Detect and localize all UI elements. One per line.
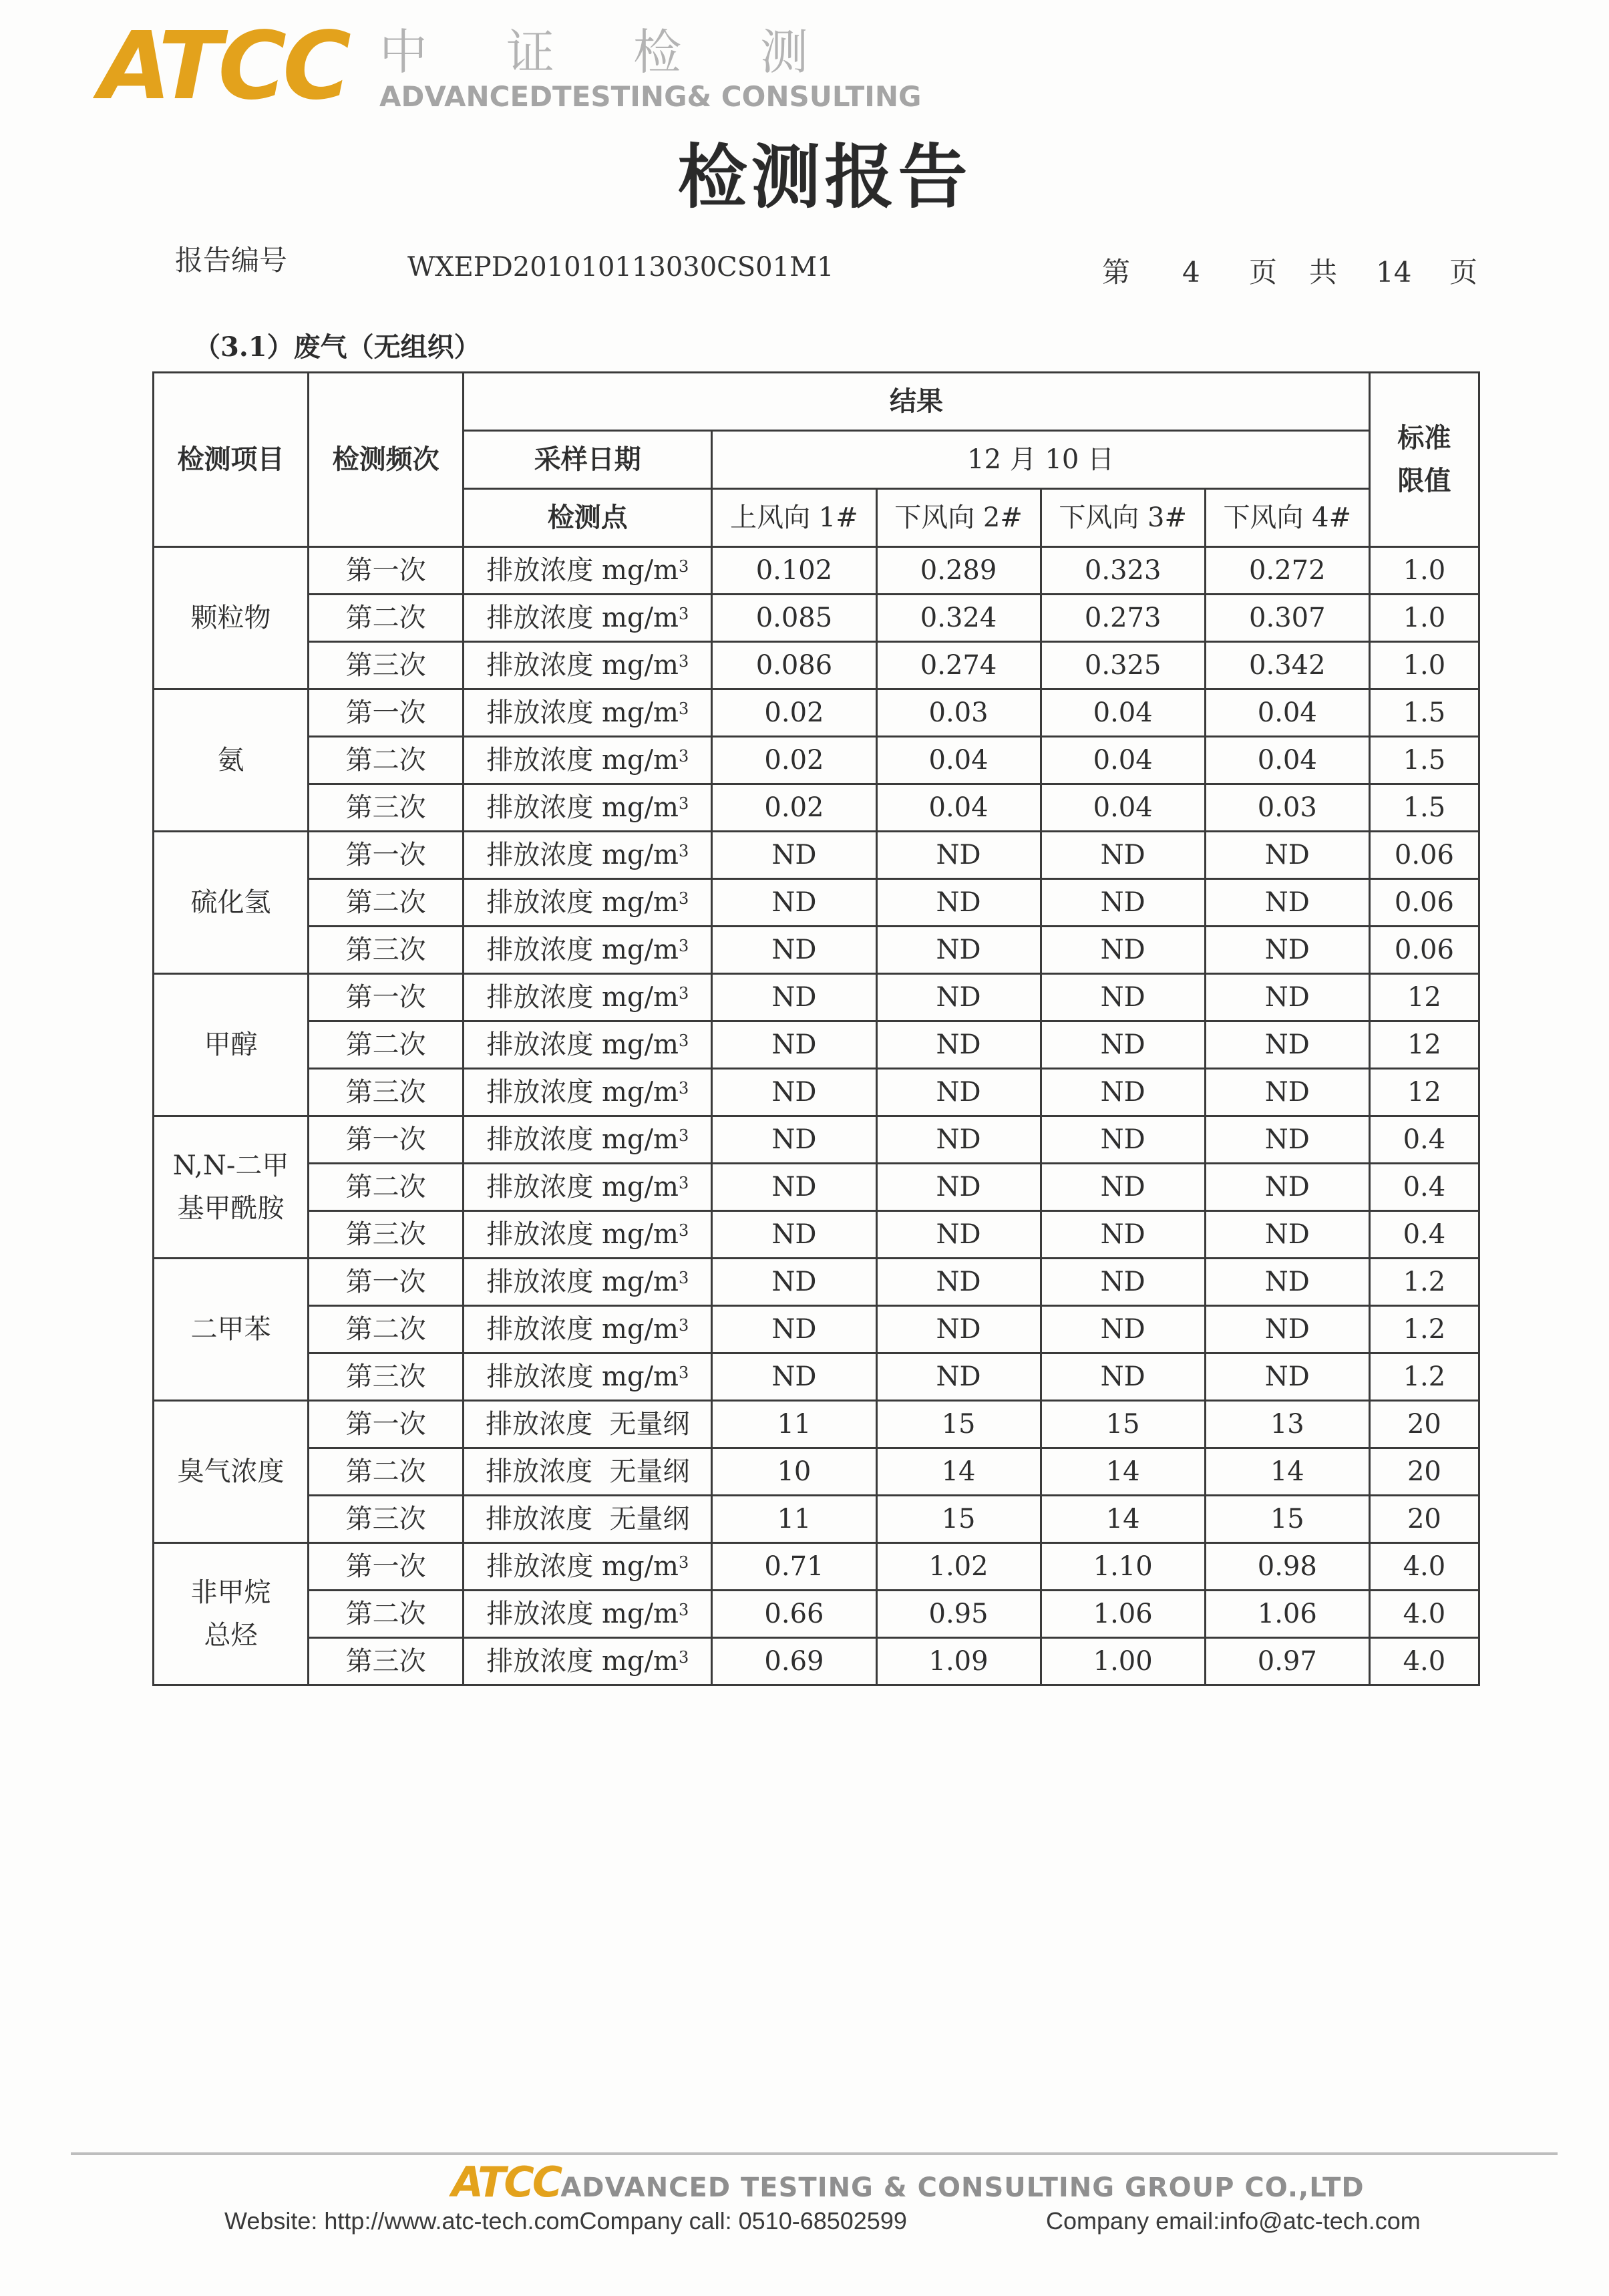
- metric-unit-exponent: 3: [678, 842, 689, 860]
- value-cell: ND: [1041, 1259, 1205, 1306]
- value-cell: 0.307: [1205, 595, 1369, 642]
- value-cell: 0.04: [1205, 737, 1369, 784]
- logo-mark: ATCC: [99, 12, 347, 121]
- report-title: 检测报告: [677, 136, 972, 218]
- value-cell: 0.97: [1205, 1638, 1369, 1685]
- metric-unit-exponent: 3: [678, 557, 689, 576]
- header-point-2: 下风向 2#: [876, 489, 1041, 547]
- value-cell: ND: [876, 1164, 1041, 1211]
- limit-cell: 0.06: [1369, 832, 1479, 879]
- value-cell: 0.04: [876, 784, 1041, 832]
- limit-cell: 12: [1369, 1021, 1479, 1069]
- value-cell: 0.342: [1205, 642, 1369, 689]
- limit-cell: 20: [1369, 1496, 1479, 1543]
- metric-unit-exponent: 3: [678, 1079, 689, 1098]
- logo-english-name: ADVANCEDTESTING& CONSULTING: [379, 80, 922, 113]
- table-row: [154, 784, 1479, 832]
- metric-label: 排放浓度 无量纲: [486, 1504, 690, 1534]
- frequency-cell: 第一次: [309, 1259, 464, 1306]
- page-indicator: [1102, 254, 1477, 291]
- metric-unit-exponent: 3: [678, 1601, 689, 1619]
- metric-cell: [464, 784, 712, 832]
- value-cell: 0.98: [1205, 1543, 1369, 1591]
- frequency-cell: 第二次: [309, 1164, 464, 1211]
- metric-label: 排放浓度 mg/m: [486, 1361, 679, 1392]
- header-row-1: [154, 373, 1479, 431]
- metric-cell: [464, 1543, 712, 1591]
- footer-brand-name: ADVANCED TESTING & CONSULTING GROUP CO.,LTD: [560, 2172, 1365, 2203]
- limit-cell: 20: [1369, 1401, 1479, 1448]
- metric-label: 排放浓度 mg/m: [486, 935, 679, 965]
- value-cell: ND: [1205, 832, 1369, 879]
- metric-label: 排放浓度 mg/m: [486, 650, 679, 681]
- value-cell: 1.09: [876, 1638, 1041, 1685]
- header-limit: [1369, 373, 1479, 547]
- metric-cell: [464, 974, 712, 1021]
- limit-cell: 12: [1369, 974, 1479, 1021]
- value-cell: ND: [1041, 1164, 1205, 1211]
- metric-label: 排放浓度 无量纲: [486, 1456, 690, 1487]
- frequency-cell: 第二次: [309, 1306, 464, 1353]
- value-cell: 11: [712, 1401, 876, 1448]
- header-frequency: 检测频次: [309, 373, 464, 547]
- table-row: [154, 1211, 1479, 1259]
- limit-cell: 12: [1369, 1069, 1479, 1116]
- value-cell: ND: [876, 1069, 1041, 1116]
- frequency-cell: 第三次: [309, 927, 464, 974]
- value-cell: 0.102: [712, 547, 876, 595]
- item-name: 二甲苯: [154, 1259, 309, 1401]
- frequency-cell: 第一次: [309, 832, 464, 879]
- frequency-cell: 第三次: [309, 1069, 464, 1116]
- footer-email: Company email:info@atc-tech.com: [1046, 2207, 1421, 2235]
- frequency-cell: 第二次: [309, 1591, 464, 1638]
- metric-cell: [464, 1259, 712, 1306]
- page-word-1: 第: [1102, 256, 1131, 289]
- limit-cell: 20: [1369, 1448, 1479, 1496]
- header-sampling-date: 12 月 10 日: [712, 431, 1369, 489]
- value-cell: 1.06: [1205, 1591, 1369, 1638]
- value-cell: ND: [712, 1164, 876, 1211]
- metric-cell: [464, 1638, 712, 1685]
- table-row: [154, 1591, 1479, 1638]
- metric-cell: [464, 1448, 712, 1496]
- value-cell: ND: [1205, 1211, 1369, 1259]
- value-cell: ND: [1205, 1069, 1369, 1116]
- limit-cell: 4.0: [1369, 1543, 1479, 1591]
- value-cell: ND: [876, 1211, 1041, 1259]
- metric-label: 排放浓度 mg/m: [486, 887, 679, 918]
- metric-label: 排放浓度 mg/m: [486, 792, 679, 823]
- value-cell: ND: [712, 1259, 876, 1306]
- value-cell: 0.02: [712, 689, 876, 737]
- logo-chinese-name: 中证检测: [379, 24, 888, 80]
- table-row: [154, 595, 1479, 642]
- limit-cell: 0.4: [1369, 1164, 1479, 1211]
- value-cell: 0.085: [712, 595, 876, 642]
- value-cell: 0.04: [1205, 689, 1369, 737]
- footer-brand-mark: ATCC: [452, 2158, 561, 2206]
- table-row: [154, 1448, 1479, 1496]
- metric-unit-exponent: 3: [678, 1221, 689, 1240]
- metric-cell: [464, 927, 712, 974]
- metric-unit-exponent: 3: [678, 889, 689, 908]
- metric-cell: [464, 595, 712, 642]
- value-cell: ND: [1205, 927, 1369, 974]
- value-cell: 15: [876, 1496, 1041, 1543]
- value-cell: 0.289: [876, 547, 1041, 595]
- metric-cell: [464, 832, 712, 879]
- header-point-3: 下风向 3#: [1041, 489, 1205, 547]
- header-point-label: 检测点: [464, 489, 712, 547]
- metric-label: 排放浓度 mg/m: [486, 555, 679, 586]
- value-cell: ND: [1205, 879, 1369, 927]
- frequency-cell: 第一次: [309, 974, 464, 1021]
- metric-cell: [464, 642, 712, 689]
- value-cell: 0.324: [876, 595, 1041, 642]
- metric-label: 排放浓度 无量纲: [486, 1409, 690, 1440]
- value-cell: ND: [1205, 1306, 1369, 1353]
- value-cell: ND: [1205, 1164, 1369, 1211]
- limit-cell: 1.0: [1369, 547, 1479, 595]
- header-item: 检测项目: [154, 373, 309, 547]
- value-cell: ND: [712, 879, 876, 927]
- frequency-cell: 第二次: [309, 595, 464, 642]
- limit-cell: 0.06: [1369, 927, 1479, 974]
- metric-label: 排放浓度 mg/m: [486, 1172, 679, 1202]
- footer-brand: [452, 2159, 1365, 2211]
- frequency-cell: 第一次: [309, 689, 464, 737]
- header-point-1: 上风向 1#: [712, 489, 876, 547]
- value-cell: ND: [1041, 1069, 1205, 1116]
- metric-cell: [464, 1401, 712, 1448]
- value-cell: ND: [876, 879, 1041, 927]
- table-row: [154, 1543, 1479, 1591]
- metric-label: 排放浓度 mg/m: [486, 1551, 679, 1582]
- table-row: [154, 547, 1479, 595]
- metric-cell: [464, 737, 712, 784]
- value-cell: ND: [1041, 1353, 1205, 1401]
- frequency-cell: 第二次: [309, 1021, 464, 1069]
- value-cell: ND: [712, 832, 876, 879]
- metric-unit-exponent: 3: [678, 1031, 689, 1050]
- item-name: 甲醇: [154, 974, 309, 1116]
- metric-label: 排放浓度 mg/m: [486, 1314, 679, 1345]
- metric-cell: [464, 1116, 712, 1164]
- metric-label: 排放浓度 mg/m: [486, 1599, 679, 1629]
- value-cell: 14: [1041, 1448, 1205, 1496]
- frequency-cell: 第三次: [309, 784, 464, 832]
- metric-label: 排放浓度 mg/m: [486, 1267, 679, 1297]
- limit-cell: 1.2: [1369, 1306, 1479, 1353]
- value-cell: ND: [1041, 832, 1205, 879]
- item-name: [154, 1116, 309, 1259]
- value-cell: ND: [712, 974, 876, 1021]
- value-cell: 13: [1205, 1401, 1369, 1448]
- value-cell: 0.66: [712, 1591, 876, 1638]
- value-cell: ND: [876, 927, 1041, 974]
- metric-cell: [464, 1069, 712, 1116]
- value-cell: ND: [1041, 1116, 1205, 1164]
- metric-label: 排放浓度 mg/m: [486, 1219, 679, 1250]
- metric-unit-exponent: 3: [678, 937, 689, 955]
- table-row: [154, 1496, 1479, 1543]
- table-row: [154, 974, 1479, 1021]
- value-cell: ND: [712, 1116, 876, 1164]
- metric-cell: [464, 1591, 712, 1638]
- item-name-line: 基甲酰胺: [177, 1193, 285, 1224]
- table-row: [154, 1353, 1479, 1401]
- metric-cell: [464, 547, 712, 595]
- metric-unit-exponent: 3: [678, 652, 689, 671]
- table-row: [154, 879, 1479, 927]
- table-row: [154, 1401, 1479, 1448]
- frequency-cell: 第二次: [309, 879, 464, 927]
- item-name: 颗粒物: [154, 547, 309, 689]
- value-cell: 11: [712, 1496, 876, 1543]
- metric-unit-exponent: 3: [678, 1174, 689, 1192]
- metric-unit-exponent: 3: [678, 1553, 689, 1572]
- limit-cell: 1.5: [1369, 737, 1479, 784]
- metric-cell: [464, 1306, 712, 1353]
- value-cell: 0.086: [712, 642, 876, 689]
- page-word-3: 共: [1309, 256, 1338, 289]
- metric-unit-exponent: 3: [678, 1363, 689, 1382]
- value-cell: 0.03: [876, 689, 1041, 737]
- header-sampling-date-label: 采样日期: [464, 431, 712, 489]
- metric-cell: [464, 879, 712, 927]
- value-cell: ND: [1041, 879, 1205, 927]
- metric-label: 排放浓度 mg/m: [486, 1077, 679, 1108]
- value-cell: 0.04: [1041, 784, 1205, 832]
- table-row: [154, 642, 1479, 689]
- metric-label: 排放浓度 mg/m: [486, 745, 679, 776]
- value-cell: 0.323: [1041, 547, 1205, 595]
- table-row: [154, 1116, 1479, 1164]
- metric-cell: [464, 1021, 712, 1069]
- value-cell: ND: [712, 1211, 876, 1259]
- value-cell: 0.325: [1041, 642, 1205, 689]
- metric-label: 排放浓度 mg/m: [486, 840, 679, 870]
- value-cell: 0.03: [1205, 784, 1369, 832]
- value-cell: 1.10: [1041, 1543, 1205, 1591]
- table-row: [154, 832, 1479, 879]
- table-row: [154, 1164, 1479, 1211]
- value-cell: 0.04: [1041, 689, 1205, 737]
- metric-label: 排放浓度 mg/m: [486, 982, 679, 1013]
- value-cell: 14: [1205, 1448, 1369, 1496]
- item-name: 氨: [154, 689, 309, 832]
- frequency-cell: 第二次: [309, 737, 464, 784]
- value-cell: 0.04: [1041, 737, 1205, 784]
- page-word-4: 页: [1449, 256, 1478, 289]
- section-title: （3.1）废气（无组织）: [194, 331, 481, 363]
- metric-unit-exponent: 3: [678, 605, 689, 623]
- page-word-2: 页: [1249, 256, 1278, 289]
- metric-unit-exponent: 3: [678, 747, 689, 766]
- value-cell: ND: [876, 1353, 1041, 1401]
- value-cell: 1.02: [876, 1543, 1041, 1591]
- value-cell: 0.272: [1205, 547, 1369, 595]
- metric-cell: [464, 689, 712, 737]
- metric-cell: [464, 1211, 712, 1259]
- value-cell: 15: [1041, 1401, 1205, 1448]
- value-cell: ND: [1041, 927, 1205, 974]
- results-table-wrap: [152, 371, 1480, 1686]
- limit-cell: 0.06: [1369, 879, 1479, 927]
- frequency-cell: 第三次: [309, 1638, 464, 1685]
- value-cell: ND: [1205, 974, 1369, 1021]
- metric-cell: [464, 1164, 712, 1211]
- value-cell: ND: [1205, 1116, 1369, 1164]
- value-cell: ND: [876, 832, 1041, 879]
- limit-cell: 1.5: [1369, 689, 1479, 737]
- limit-cell: 1.2: [1369, 1353, 1479, 1401]
- frequency-cell: 第三次: [309, 1353, 464, 1401]
- metric-label: 排放浓度 mg/m: [486, 697, 679, 728]
- value-cell: 14: [876, 1448, 1041, 1496]
- metric-unit-exponent: 3: [678, 1648, 689, 1667]
- value-cell: 1.06: [1041, 1591, 1205, 1638]
- value-cell: ND: [876, 1116, 1041, 1164]
- frequency-cell: 第二次: [309, 1448, 464, 1496]
- value-cell: 0.02: [712, 784, 876, 832]
- table-row: [154, 1638, 1479, 1685]
- company-logo: [99, 12, 922, 121]
- value-cell: 14: [1041, 1496, 1205, 1543]
- limit-cell: 1.0: [1369, 642, 1479, 689]
- limit-cell: 1.2: [1369, 1259, 1479, 1306]
- value-cell: ND: [1205, 1021, 1369, 1069]
- metric-cell: [464, 1496, 712, 1543]
- metric-label: 排放浓度 mg/m: [486, 1646, 679, 1677]
- value-cell: ND: [876, 1259, 1041, 1306]
- table-row: [154, 1306, 1479, 1353]
- limit-cell: 4.0: [1369, 1591, 1479, 1638]
- value-cell: ND: [876, 1306, 1041, 1353]
- value-cell: ND: [712, 927, 876, 974]
- value-cell: ND: [1041, 1306, 1205, 1353]
- header-limit-text: 标准 限值: [1397, 422, 1451, 496]
- footer-divider: [71, 2152, 1558, 2155]
- metric-label: 排放浓度 mg/m: [486, 1029, 679, 1060]
- table-row: [154, 689, 1479, 737]
- value-cell: ND: [1205, 1353, 1369, 1401]
- frequency-cell: 第一次: [309, 547, 464, 595]
- metric-label: 排放浓度 mg/m: [486, 1124, 679, 1155]
- metric-unit-exponent: 3: [678, 1316, 689, 1335]
- table-row: [154, 1259, 1479, 1306]
- metric-unit-exponent: 3: [678, 1126, 689, 1145]
- value-cell: ND: [712, 1306, 876, 1353]
- frequency-cell: 第三次: [309, 1211, 464, 1259]
- value-cell: 10: [712, 1448, 876, 1496]
- frequency-cell: 第三次: [309, 1496, 464, 1543]
- limit-cell: 1.0: [1369, 595, 1479, 642]
- frequency-cell: 第一次: [309, 1116, 464, 1164]
- report-number-label: 报告编号: [175, 244, 288, 277]
- metric-label: 排放浓度 mg/m: [486, 603, 679, 633]
- frequency-cell: 第三次: [309, 642, 464, 689]
- value-cell: 0.274: [876, 642, 1041, 689]
- page-current: 4: [1182, 256, 1200, 289]
- limit-cell: 0.4: [1369, 1211, 1479, 1259]
- table-row: [154, 927, 1479, 974]
- value-cell: ND: [1041, 974, 1205, 1021]
- item-name-line: 非甲烷: [190, 1577, 271, 1608]
- value-cell: 0.04: [876, 737, 1041, 784]
- item-name: 臭气浓度: [154, 1401, 309, 1543]
- frequency-cell: 第一次: [309, 1401, 464, 1448]
- value-cell: ND: [1041, 1021, 1205, 1069]
- value-cell: ND: [712, 1353, 876, 1401]
- value-cell: ND: [1041, 1211, 1205, 1259]
- value-cell: ND: [876, 1021, 1041, 1069]
- header-point-4: 下风向 4#: [1205, 489, 1369, 547]
- limit-cell: 4.0: [1369, 1638, 1479, 1685]
- page-total: 14: [1376, 256, 1412, 289]
- footer-website: Website: http://www.atc-tech.comCompany call: 0510-68502599: [224, 2207, 907, 2235]
- value-cell: ND: [712, 1069, 876, 1116]
- value-cell: ND: [712, 1021, 876, 1069]
- metric-unit-exponent: 3: [678, 1269, 689, 1287]
- table-row: [154, 737, 1479, 784]
- value-cell: 0.69: [712, 1638, 876, 1685]
- limit-cell: 1.5: [1369, 784, 1479, 832]
- report-number: WXEPD201010113030CS01M1: [407, 252, 834, 283]
- metric-unit-exponent: 3: [678, 794, 689, 813]
- value-cell: 15: [1205, 1496, 1369, 1543]
- frequency-cell: 第一次: [309, 1543, 464, 1591]
- value-cell: 1.00: [1041, 1638, 1205, 1685]
- item-name: 硫化氢: [154, 832, 309, 974]
- value-cell: 0.95: [876, 1591, 1041, 1638]
- header-result: 结果: [464, 373, 1370, 431]
- results-table: [152, 371, 1480, 1686]
- table-row: [154, 1069, 1479, 1116]
- item-name-line: 总烃: [204, 1620, 258, 1651]
- limit-cell: 0.4: [1369, 1116, 1479, 1164]
- item-name: [154, 1543, 309, 1685]
- value-cell: 15: [876, 1401, 1041, 1448]
- value-cell: 0.273: [1041, 595, 1205, 642]
- value-cell: 0.02: [712, 737, 876, 784]
- item-name-line: N,N-二甲: [172, 1150, 289, 1181]
- table-row: [154, 1021, 1479, 1069]
- value-cell: 0.71: [712, 1543, 876, 1591]
- metric-unit-exponent: 3: [678, 699, 689, 718]
- value-cell: ND: [1205, 1259, 1369, 1306]
- value-cell: ND: [876, 974, 1041, 1021]
- metric-cell: [464, 1353, 712, 1401]
- metric-unit-exponent: 3: [678, 984, 689, 1003]
